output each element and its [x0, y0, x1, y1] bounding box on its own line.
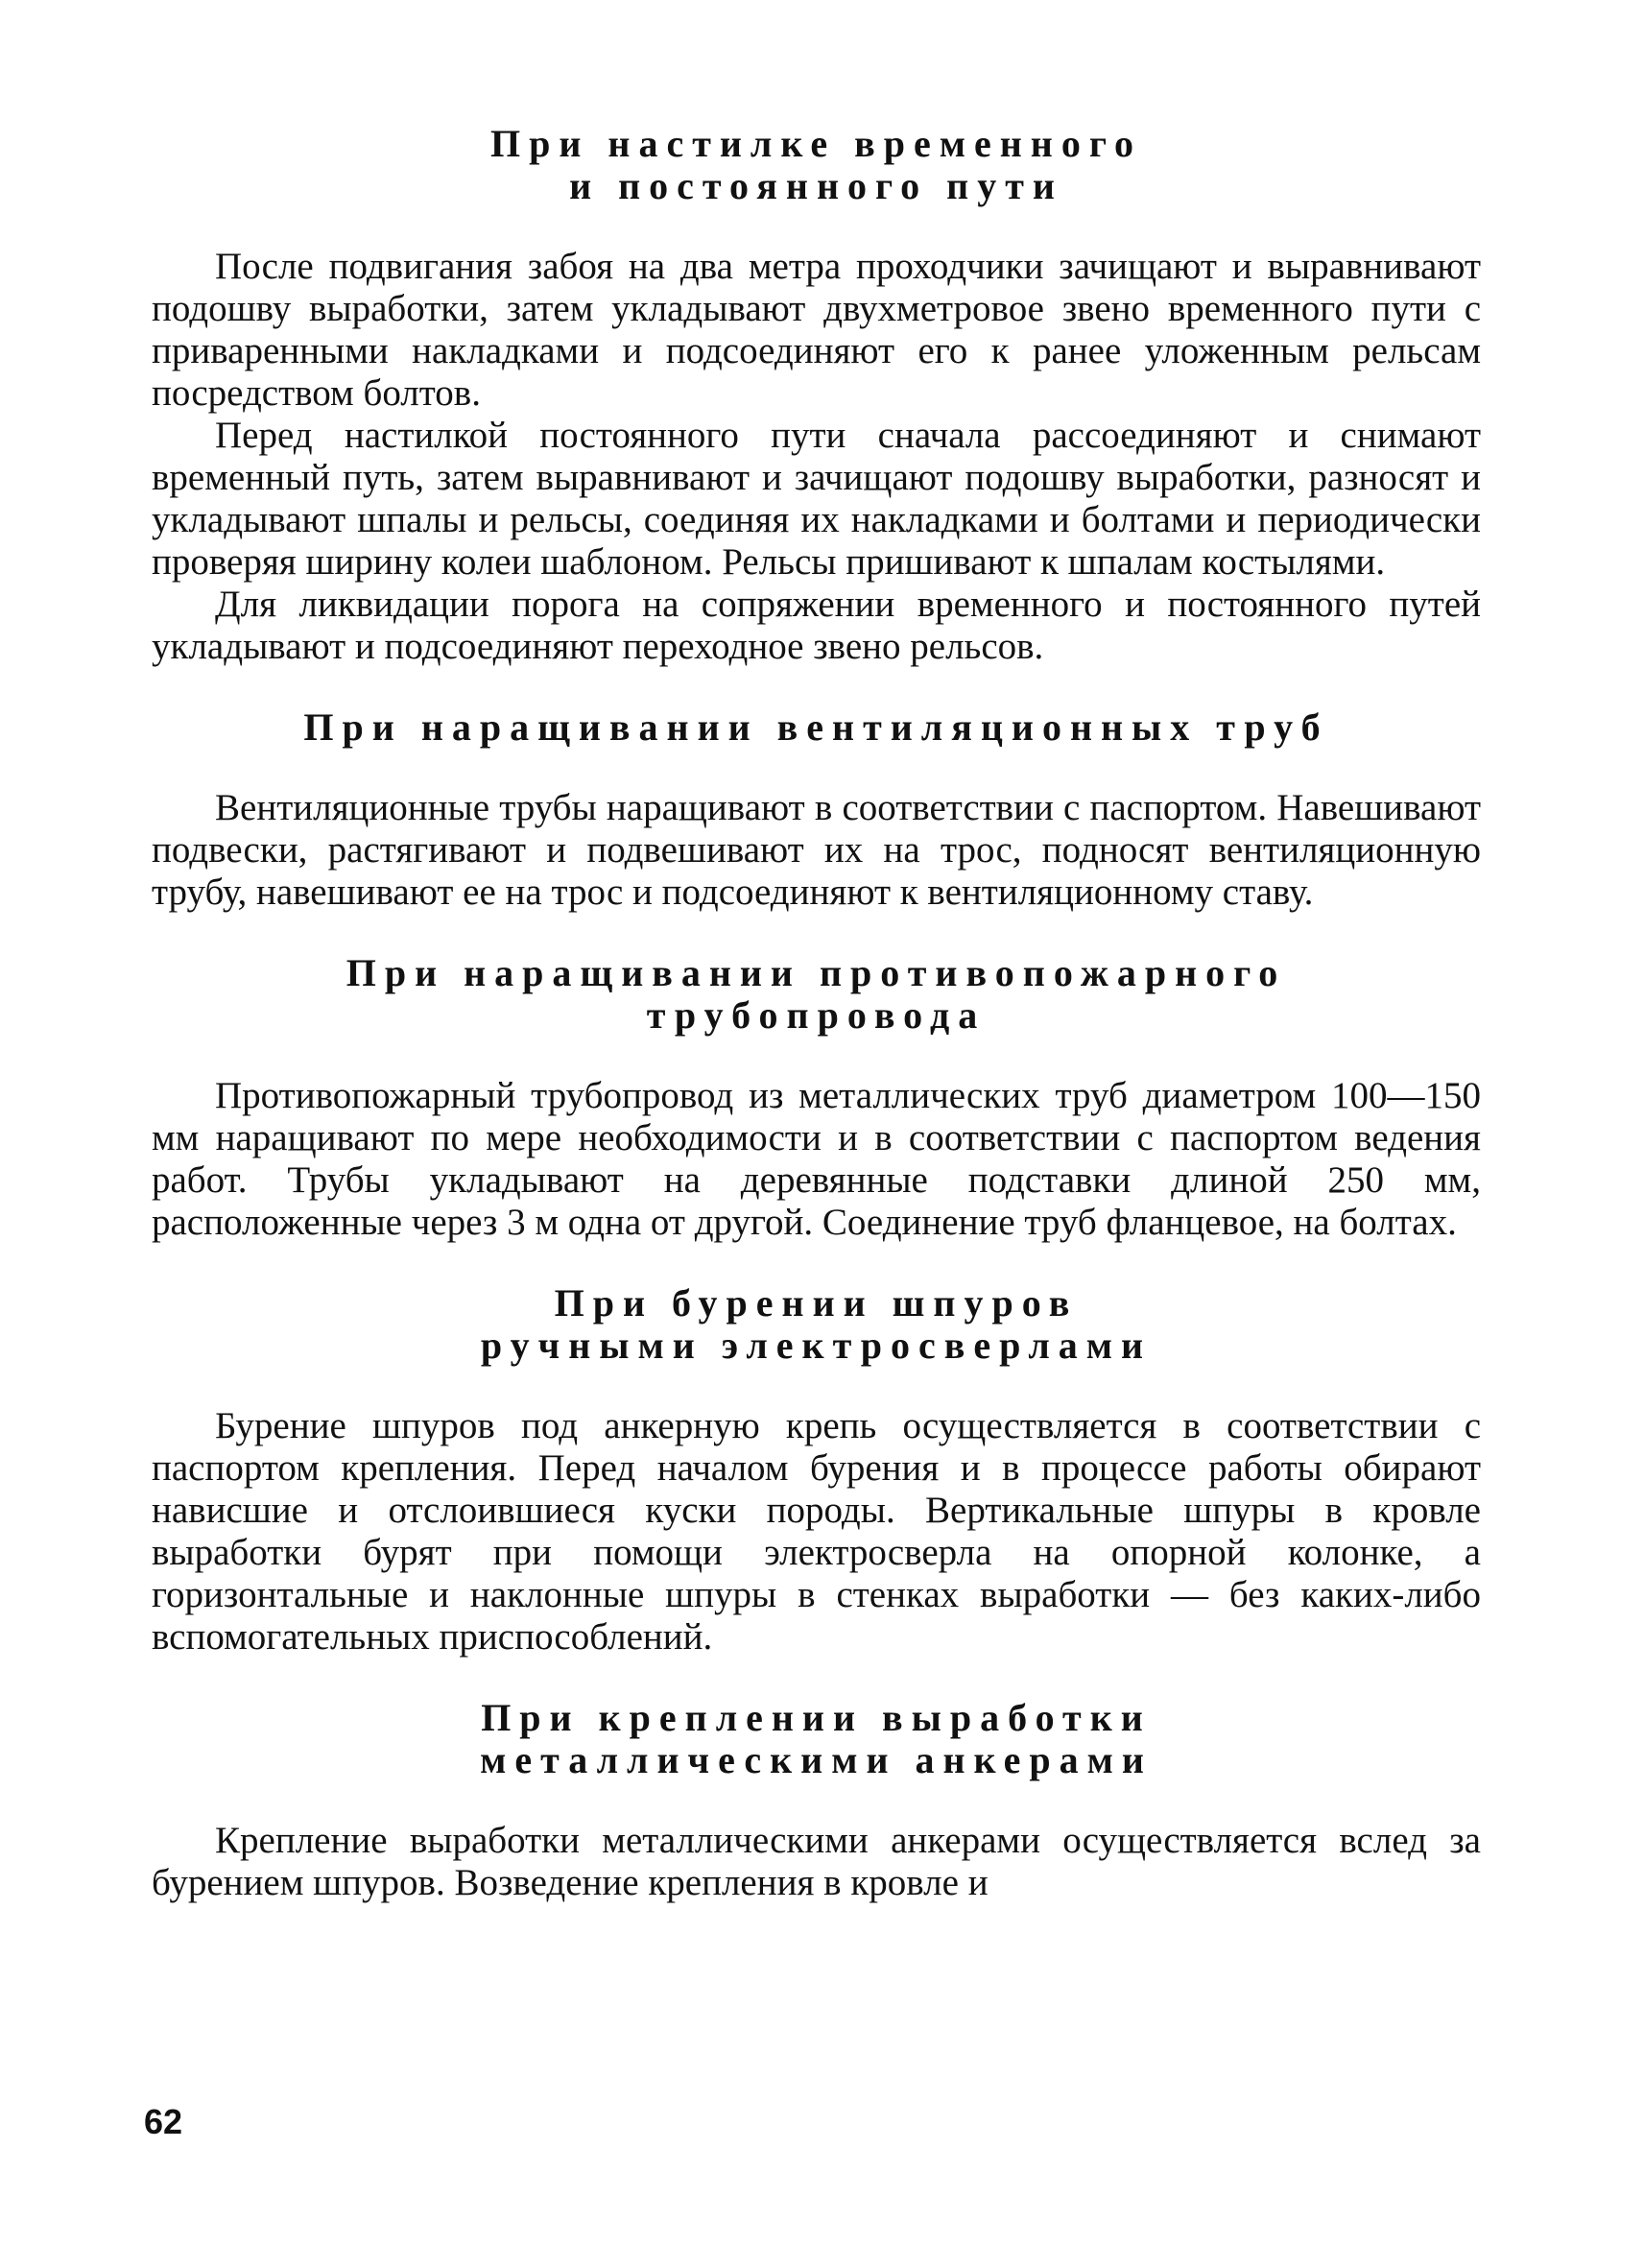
- section-track-laying: [152, 123, 1481, 668]
- heading-line: При настилке временного: [489, 122, 1142, 165]
- section-heading: [152, 1282, 1481, 1367]
- section-heading: [152, 123, 1481, 207]
- section-drilling: [152, 1282, 1481, 1659]
- section-ventilation-pipes: [152, 706, 1481, 914]
- heading-line: При креплении выработки: [481, 1696, 1152, 1739]
- section-anchor-support: [152, 1697, 1481, 1904]
- section-fire-pipeline: [152, 952, 1481, 1244]
- heading-line: При бурении шпуров: [554, 1281, 1079, 1325]
- heading-line: трубопровода: [646, 993, 987, 1037]
- section-heading: [152, 706, 1481, 749]
- page-number: 62: [144, 2102, 183, 2141]
- heading-line: и постоянного пути: [569, 164, 1063, 207]
- section-heading: [152, 1697, 1481, 1781]
- heading-line: При наращивании вентиляционных труб: [303, 705, 1329, 749]
- paragraph: Противопожарный трубопровод из металлических труб диаметром 100—150 мм наращивают по мере необходимости и в соответствии с паспортом ведения работ. Трубы укладывают на деревянные подставки длиной 250 мм, расположенные через 3 м одна от другой. Соединение труб фланцевое, на болтах.: [152, 1075, 1481, 1243]
- paragraph: Крепление выработки металлическими анкерами осуществляется вслед за бурением шпуров. Возведение крепления в кровле и: [152, 1820, 1481, 1903]
- heading-line: металлическими анкерами: [480, 1738, 1153, 1781]
- paragraph: Бурение шпуров под анкерную крепь осуществляется в соответствии с паспортом крепления. Перед началом бурения и в процессе работы обирают нависшие и отслоившиеся куски породы. Вертикальные шпуры в кровле выработки бурят при помощи электросверла на опорной колонке, а горизонтальные и наклонные шпуры в стенках выработки — без каких-либо вспомогательных приспособлений.: [152, 1405, 1481, 1658]
- paragraph: Для ликвидации порога на сопряжении временного и постоянного путей укладывают и подсоединяют переходное звено рельсов.: [152, 584, 1481, 667]
- paragraph: Вентиляционные трубы наращивают в соответствии с паспортом. Навешивают подвески, растягивают и подвешивают их на трос, подносят вентиляционную трубу, навешивают ее на трос и подсоединяют к вентиляционному ставу.: [152, 787, 1481, 913]
- paragraph: После подвигания забоя на два метра проходчики зачищают и выравнивают подошву выработки, затем укладывают двухметровое звено временного пути с приваренными накладками и подсоединяют его к ранее уложенным рельсам посредством болтов.: [152, 246, 1481, 414]
- heading-line: ручными электросверлами: [480, 1324, 1153, 1367]
- paragraph: Перед настилкой постоянного пути сначала рассоединяют и снимают временный путь, затем выравнивают и зачищают подошву выработки, разносят и укладывают шпалы и рельсы, соединяя их накладками и болтами и периодически проверяя ширину колеи шаблоном. Рельсы пришивают к шпалам костылями.: [152, 415, 1481, 583]
- section-heading: [152, 952, 1481, 1037]
- heading-line: При наращивании противопожарного: [345, 951, 1287, 994]
